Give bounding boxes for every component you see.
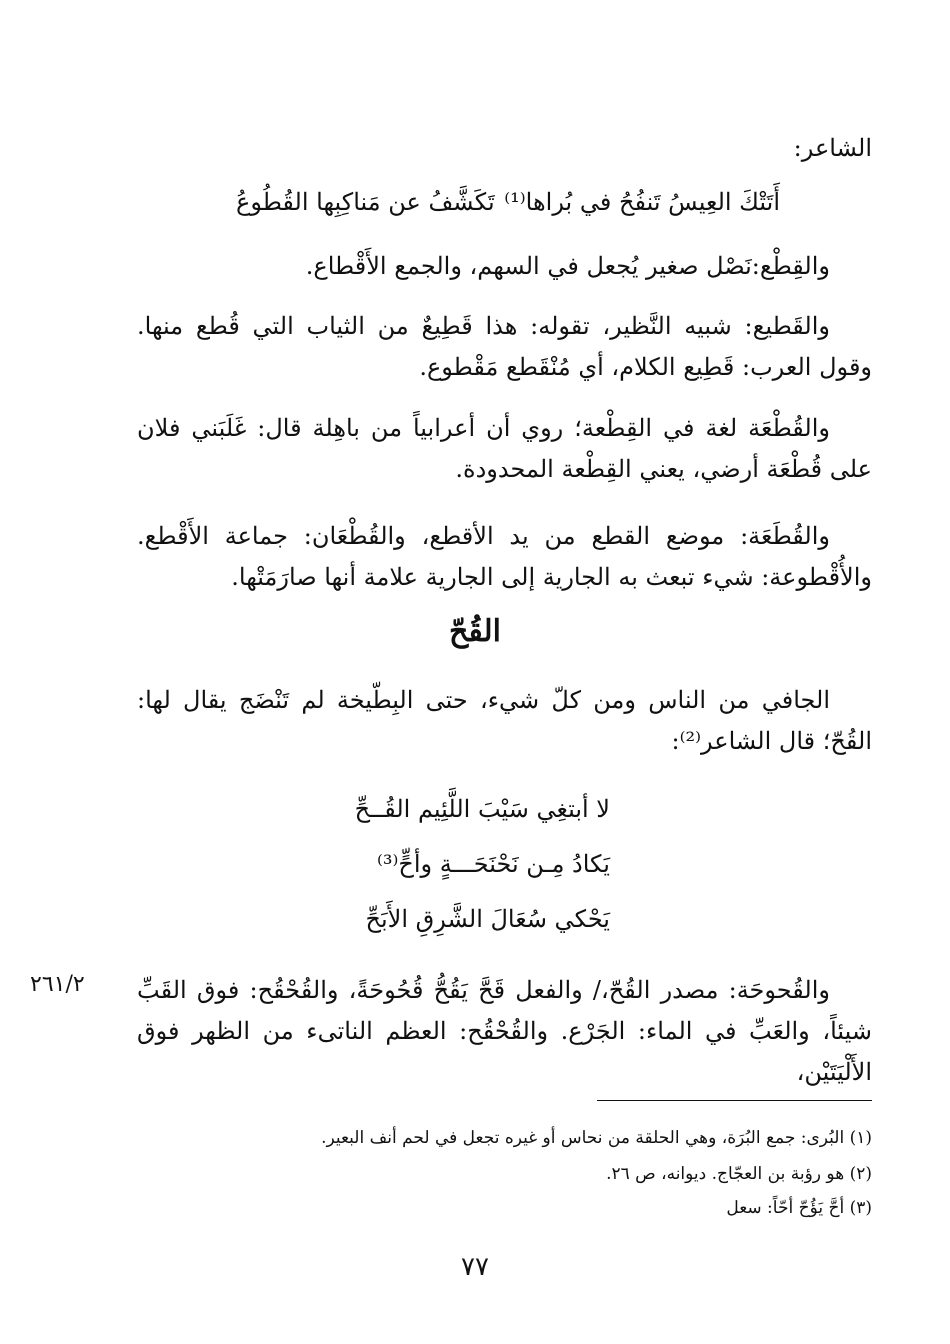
paragraph-qati: والقَطيع: شبيه النَّظير، تقوله: هذا قَطِيعٌ من الثياب التي قُطع منها. وقول العرب: قَطِيع الكلام، أي مُنْقَطع مَقْطوع. xyxy=(137,312,872,381)
rajaz-line-3: يَحْكي سُعَالَ الشَّرِقِ الأَبَحِّ xyxy=(365,905,610,933)
paragraph-quhuhah: والقُحوحَة: مصدر القُحّ،/ والفعل قَحَّ يَقُحُّ قُحُوحَةً، والقُحْقُح: فوق القَبِّ شيئاً، والعَبِّ في الماء: الجَرْع. والقُحْقُح: العظم الناتىء من الظهر فوق الأَلْيَتَيْن، xyxy=(137,976,872,1086)
rajaz-line-2: يَكادُ مِـن نَحْنَحَـــةٍ وأحٍّ⁽³⁾ xyxy=(376,850,610,878)
footnote-3: (٣) أحَّ يَؤُحّ أحّاً: سعل xyxy=(726,1198,872,1218)
entry-heading: القُحّ xyxy=(448,614,502,649)
paragraph-quh: الجافي من الناس ومن كلّ شيء، حتى البِطّيخة لم تَنْضَج يقال لها: القُحّ؛ قال الشاعر⁽²⁾: xyxy=(137,686,872,755)
paragraph-qit: والقِطْع:نَصْل صغير يُجعل في السهم، والجمع الأَقْطاع. xyxy=(305,252,830,280)
footnote-1: (١) البُرى: جمع البُرَة، وهي الحلقة من نحاس أو غيره تجعل في لحم أنف البعير. xyxy=(321,1128,872,1148)
rajaz-line-1: لا أبتغِي سَيْبَ اللَّئِيم القُــحِّ xyxy=(354,795,610,823)
paragraph-qutaah: والقُطَعَة: موضع القطع من يد الأقطع، والقُطْعَان: جماعة الأَقْطع. والأُقْطوعة: شيء تبعث به الجارية إلى الجارية علامة أنها صارَمَتْها. xyxy=(137,522,872,591)
footnote-divider xyxy=(597,1100,872,1101)
verse-second-hemistich: تَكَشَّفُ عن مَناكِبِها القُطُوعُ xyxy=(236,188,495,216)
page-number: ٧٧ xyxy=(461,1252,489,1282)
verse-first-hemistich: أَتَتْكَ العِيسُ تَنفُحُ في بُراها⁽¹⁾ xyxy=(504,188,780,216)
marginal-reference: ٢٦١/٢ xyxy=(30,972,85,997)
footnote-2: (٢) هو رؤبة بن العجّاج. ديوانه، ص ٢٦. xyxy=(606,1164,872,1184)
poet-intro-line: الشاعر: xyxy=(793,134,872,162)
paragraph-qutah: والقُطْعَة لغة في القِطْعة؛ روي أن أعرابياً من باهِلة قال: غَلَبَني فلان على قُطْعَة أرضي، يعني القِطْعة المحدودة. xyxy=(137,414,872,483)
